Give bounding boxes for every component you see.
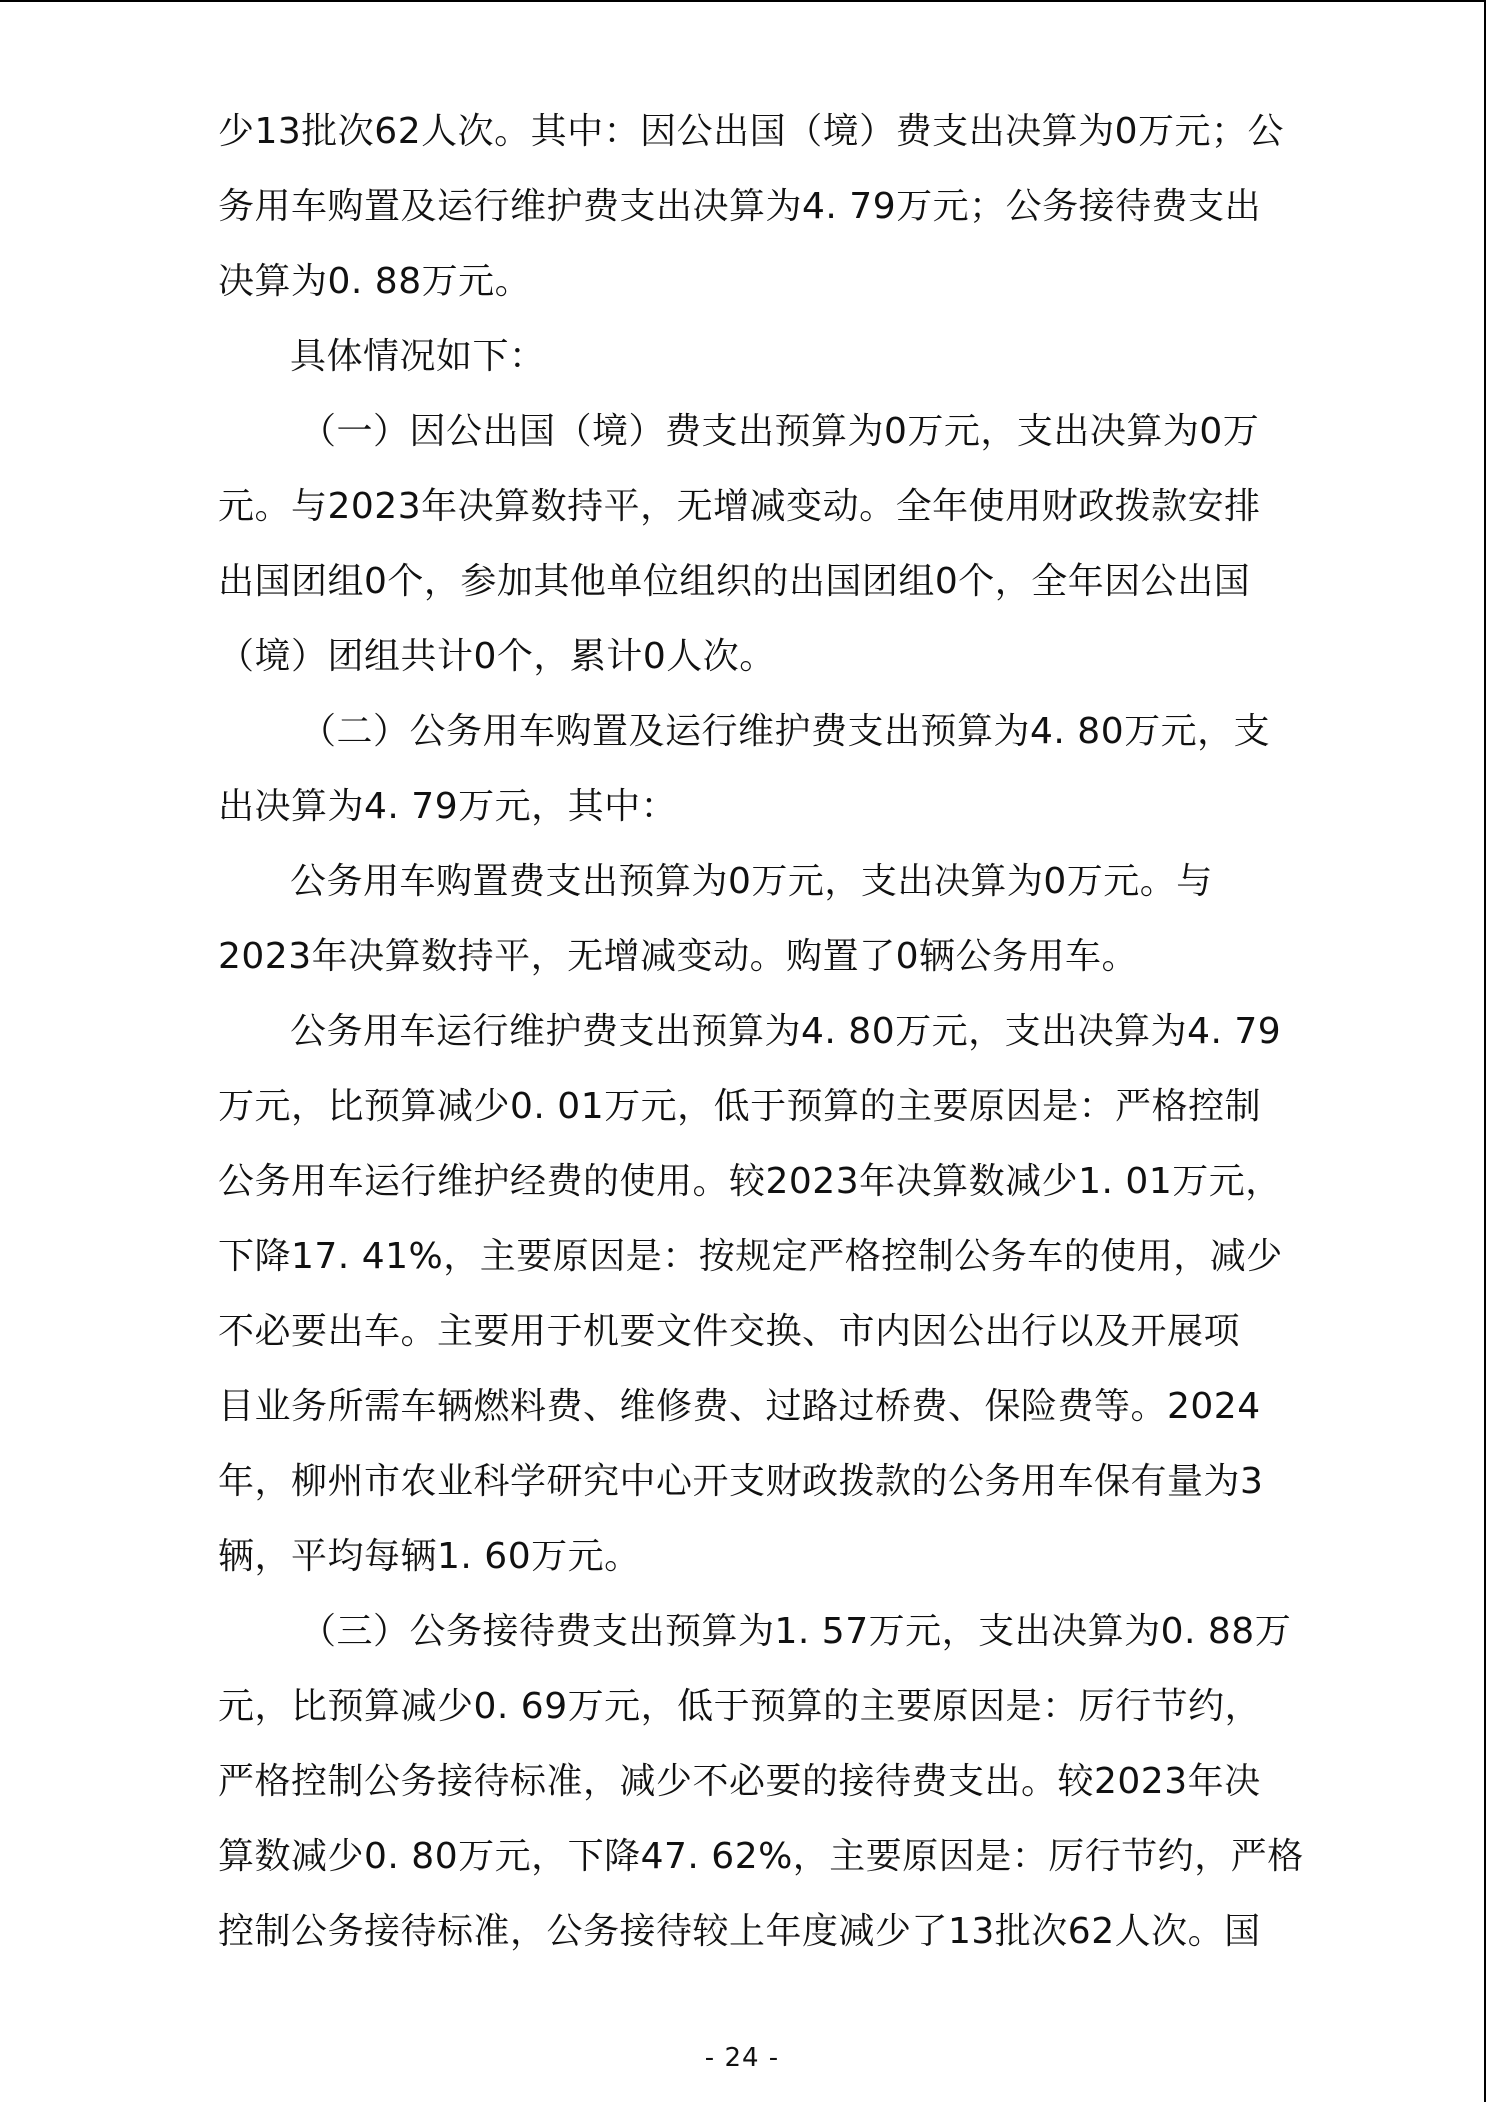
text-line: 不必要出车。主要用于机要文件交换、市内因公出行以及开展项 (218, 1311, 1241, 1352)
text-line: 出决算为4. 79万元，其中： (218, 786, 678, 827)
text-line: 下降17. 41%，主要原因是：按规定严格控制公务车的使用，减少 (218, 1236, 1283, 1277)
text-line: 出国团组0个，参加其他单位组织的出国团组0个，全年因公出国 (218, 561, 1251, 602)
text-line: 严格控制公务接待标准，减少不必要的接待费支出。较2023年决 (218, 1761, 1261, 1802)
text-line: 算数减少0. 80万元，下降47. 62%，主要原因是：厉行节约，严格 (218, 1836, 1304, 1877)
text-line: 元，比预算减少0. 69万元，低于预算的主要原因是：厉行节约， (218, 1686, 1262, 1727)
text-line: 决算为0. 88万元。 (218, 261, 532, 302)
paragraph-start: 公务用车运行维护费支出预算为4. 80万元，支出决算为4. 79 (290, 1011, 1282, 1052)
paragraph-start: 公务用车购置费支出预算为0万元，支出决算为0万元。与 (290, 861, 1213, 902)
text-line: 年，柳州市农业科学研究中心开支财政拨款的公务用车保有量为3 (218, 1461, 1264, 1502)
text-line: 万元，比预算减少0. 01万元，低于预算的主要原因是：严格控制 (218, 1086, 1262, 1127)
text-line: 公务用车运行维护经费的使用。较2023年决算数减少1. 01万元， (218, 1161, 1282, 1202)
text-line: 元。与2023年决算数持平，无增减变动。全年使用财政拨款安排 (218, 486, 1261, 527)
page-number: - 24 - (704, 2043, 780, 2073)
section-heading-3: （三）公务接待费支出预算为1. 57万元，支出决算为0. 88万 (300, 1611, 1292, 1652)
paragraph-start: 具体情况如下： (290, 336, 546, 377)
text-line: （境）团组共计0个，累计0人次。 (218, 636, 776, 677)
text-line: 控制公务接待标准，公务接待较上年度减少了13批次62人次。国 (218, 1911, 1261, 1952)
text-line: 辆，平均每辆1. 60万元。 (218, 1536, 641, 1577)
text-line: 少13批次62人次。其中：因公出国（境）费支出决算为0万元；公 (218, 111, 1285, 152)
text-line: 2023年决算数持平，无增减变动。购置了0辆公务用车。 (218, 936, 1139, 977)
text-line: 务用车购置及运行维护费支出决算为4. 79万元；公务接待费支出 (218, 186, 1262, 227)
section-heading-1: （一）因公出国（境）费支出预算为0万元，支出决算为0万 (300, 411, 1260, 452)
section-heading-2: （二）公务用车购置及运行维护费支出预算为4. 80万元，支 (300, 711, 1271, 752)
document-body (218, 94, 1304, 1969)
text-line: 目业务所需车辆燃料费、维修费、过路过桥费、保险费等。2024 (218, 1386, 1261, 1427)
